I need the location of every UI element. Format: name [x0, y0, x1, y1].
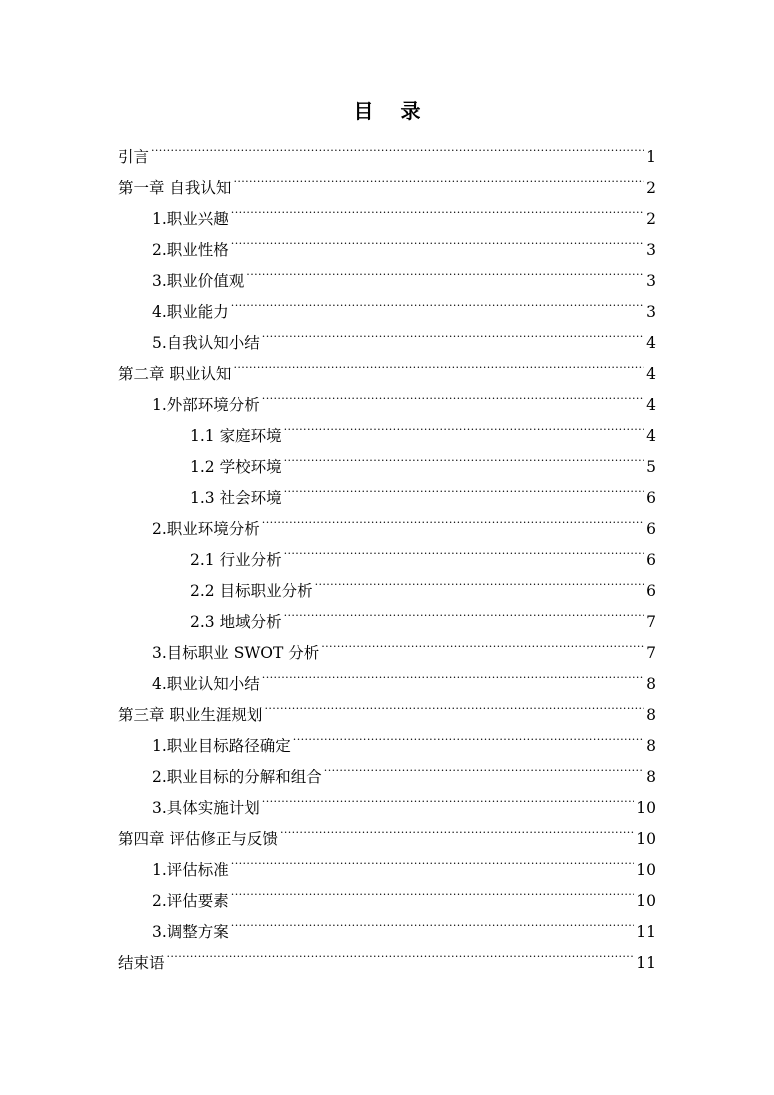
toc-dot-leader — [262, 317, 644, 348]
toc-dot-leader — [293, 720, 644, 751]
toc-dot-leader — [262, 503, 644, 534]
toc-dot-leader — [233, 348, 644, 379]
toc-entry-page-number: 8 — [646, 768, 656, 786]
toc-entry-page-number: 4 — [646, 365, 656, 383]
toc-dot-leader — [284, 596, 645, 627]
table-of-contents — [118, 131, 656, 972]
toc-entry-title: 4.职业认知小结 — [152, 675, 260, 693]
toc-entry-title: 3.目标职业 SWOT 分析 — [152, 644, 320, 662]
toc-dot-leader — [262, 658, 644, 689]
toc-entry-title: 引言 — [118, 148, 150, 166]
toc-entry-page-number: 11 — [636, 954, 656, 972]
toc-entry-page-number: 6 — [646, 582, 656, 600]
toc-entry-page-number: 6 — [646, 551, 656, 569]
toc-dot-leader — [231, 875, 634, 906]
toc-dot-leader — [262, 379, 644, 410]
toc-entry-title: 2.职业性格 — [152, 241, 229, 259]
toc-entry-page-number: 2 — [646, 179, 656, 197]
toc-dot-leader — [233, 162, 644, 193]
toc-entry-page-number: 7 — [646, 613, 656, 631]
toc-dot-leader — [262, 782, 634, 813]
toc-entry-page-number: 6 — [646, 489, 656, 507]
toc-entry-title: 1.职业目标路径确定 — [152, 737, 291, 755]
toc-entry-page-number: 4 — [646, 396, 656, 414]
toc-entry-title: 2.评估要素 — [152, 892, 229, 910]
toc-entry-title: 1.3 社会环境 — [190, 489, 282, 507]
toc-dot-leader — [284, 472, 645, 503]
toc-dot-leader — [284, 534, 645, 565]
toc-entry-page-number: 8 — [646, 675, 656, 693]
toc-entry[interactable] — [118, 937, 656, 972]
toc-entry-page-number: 3 — [646, 303, 656, 321]
toc-entry-title: 1.2 学校环境 — [190, 458, 282, 476]
toc-entry-title: 1.1 家庭环境 — [190, 427, 282, 445]
toc-dot-leader — [284, 410, 645, 441]
toc-entry-title: 3.职业价值观 — [152, 272, 245, 290]
toc-entry-page-number: 4 — [646, 427, 656, 445]
toc-dot-leader — [231, 193, 644, 224]
toc-entry-title: 4.职业能力 — [152, 303, 229, 321]
toc-entry-title: 5.自我认知小结 — [152, 334, 260, 352]
toc-dot-leader — [231, 286, 644, 317]
toc-entry-title: 第二章 职业认知 — [118, 365, 232, 383]
toc-entry-page-number: 3 — [646, 272, 656, 290]
toc-dot-leader — [321, 627, 644, 658]
toc-entry-page-number: 3 — [646, 241, 656, 259]
toc-entry-title: 2.2 目标职业分析 — [190, 582, 313, 600]
toc-entry-page-number: 5 — [646, 458, 656, 476]
toc-entry-page-number: 11 — [636, 923, 656, 941]
toc-entry-page-number: 2 — [646, 210, 656, 228]
toc-dot-leader — [231, 844, 634, 875]
toc-dot-leader — [264, 689, 644, 720]
toc-entry-page-number: 10 — [636, 892, 656, 910]
toc-entry-page-number: 4 — [646, 334, 656, 352]
toc-dot-leader — [246, 255, 644, 286]
toc-dot-leader — [231, 224, 644, 255]
page-title: 目 录 — [353, 99, 431, 123]
toc-entry-title: 第四章 评估修正与反馈 — [118, 830, 278, 848]
toc-entry-page-number: 1 — [646, 148, 656, 166]
toc-entry-page-number: 10 — [636, 799, 656, 817]
toc-entry[interactable] — [118, 162, 656, 197]
toc-entry-page-number: 8 — [646, 706, 656, 724]
toc-dot-leader — [284, 441, 645, 472]
toc-dot-leader — [324, 751, 644, 782]
toc-entry-page-number: 10 — [636, 830, 656, 848]
toc-entry-page-number: 10 — [636, 861, 656, 879]
toc-entry-page-number: 7 — [646, 644, 656, 662]
toc-dot-leader — [167, 937, 635, 968]
toc-entry-title: 3.具体实施计划 — [152, 799, 260, 817]
toc-entry-title: 1.评估标准 — [152, 861, 229, 879]
toc-dot-leader — [315, 565, 645, 596]
toc-entry-page-number: 8 — [646, 737, 656, 755]
toc-entry-title: 2.职业环境分析 — [152, 520, 260, 538]
toc-entry-title: 第一章 自我认知 — [118, 179, 232, 197]
toc-entry-title: 2.3 地域分析 — [190, 613, 282, 631]
toc-dot-leader — [151, 131, 644, 162]
toc-entry-page-number: 6 — [646, 520, 656, 538]
toc-entry-title: 1.外部环境分析 — [152, 396, 260, 414]
toc-entry-title: 第三章 职业生涯规划 — [118, 706, 263, 724]
toc-entry-title: 1.职业兴趣 — [152, 210, 229, 228]
toc-dot-leader — [231, 906, 634, 937]
toc-entry-title: 结束语 — [118, 954, 165, 972]
toc-dot-leader — [280, 813, 634, 844]
toc-entry-title: 2.1 行业分析 — [190, 551, 282, 569]
toc-entry[interactable] — [118, 131, 656, 166]
toc-entry-title: 3.调整方案 — [152, 923, 229, 941]
toc-entry-title: 2.职业目标的分解和组合 — [152, 768, 322, 786]
